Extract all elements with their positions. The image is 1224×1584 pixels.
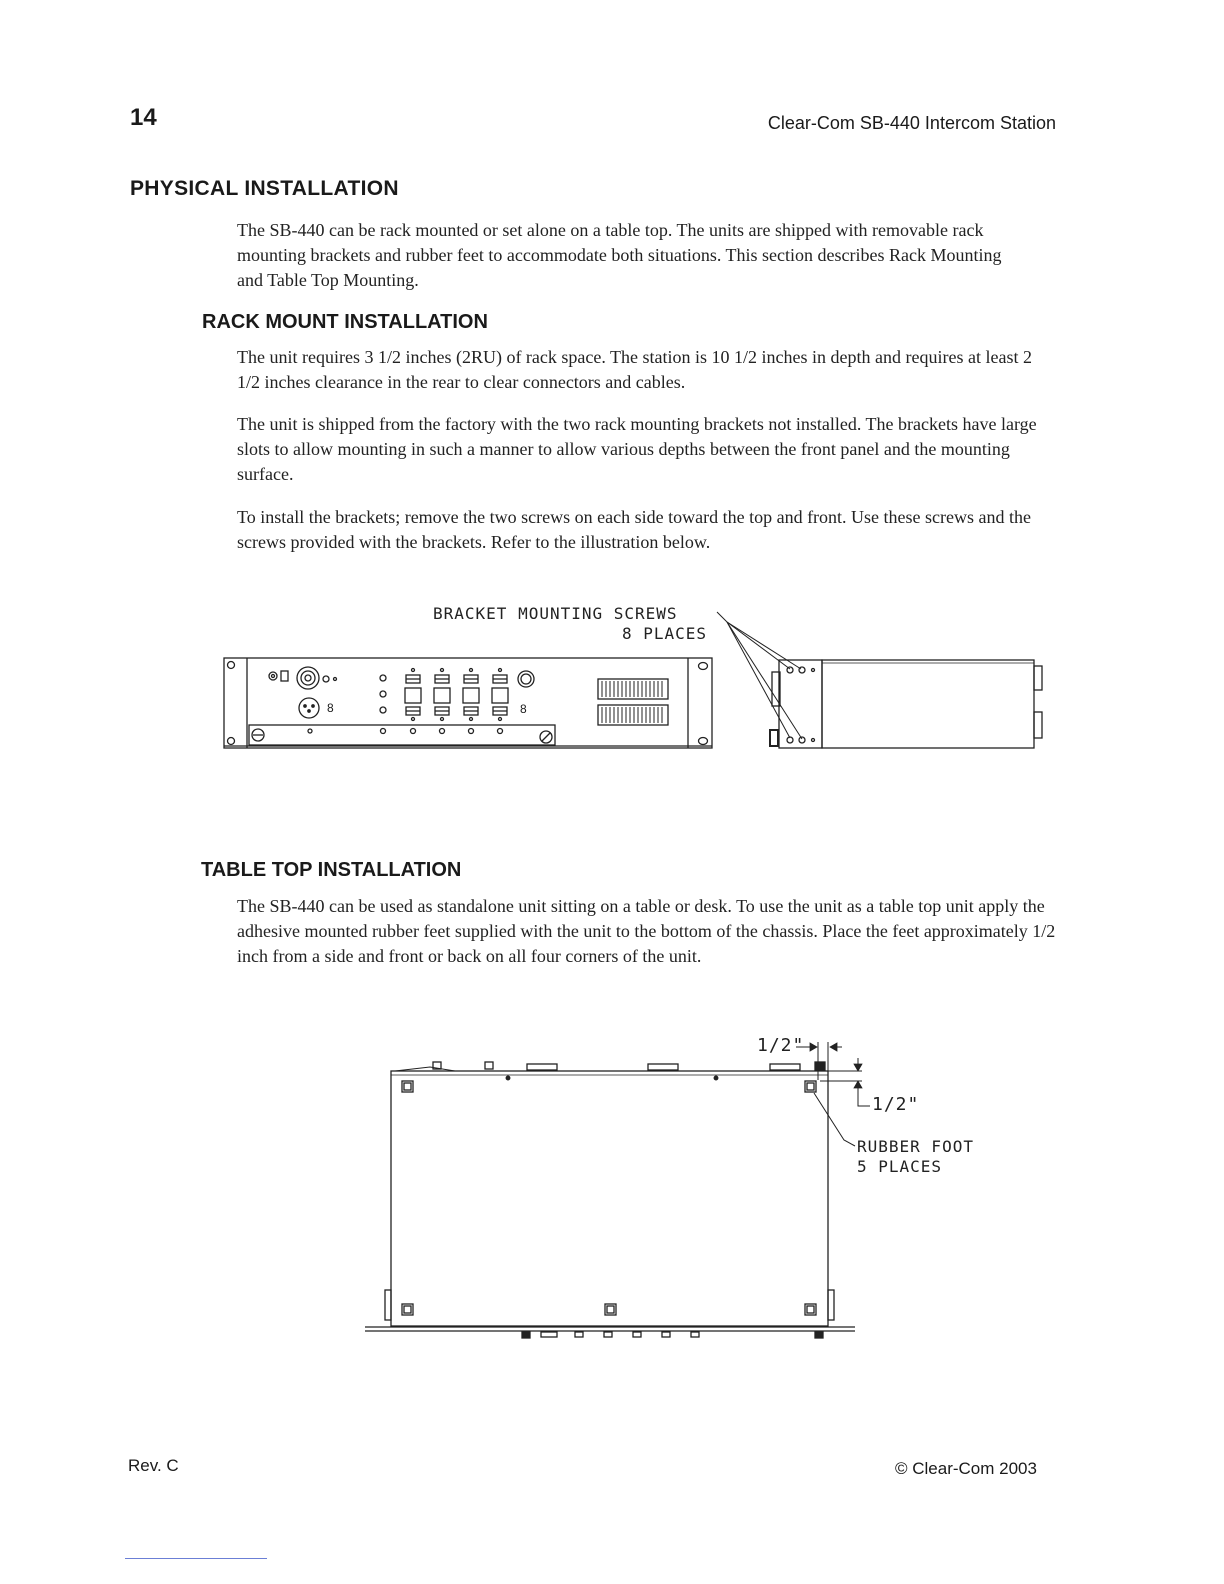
rack-ear-slot-icon (228, 738, 235, 745)
rubber-foot-icon (402, 1081, 413, 1092)
volume-knob-icon (518, 671, 534, 687)
rubber-foot-icon (402, 1304, 413, 1315)
bracket-screws-callout-line2: 8 PLACES (622, 624, 708, 643)
section-title-physical-installation: PHYSICAL INSTALLATION (130, 177, 399, 200)
bracket-screws-callout-line1: BRACKET MOUNTING SCREWS (433, 604, 678, 623)
led-indicator-icon (269, 672, 277, 680)
rack-ear-slot-icon (228, 662, 235, 669)
panel-screw-icon (540, 731, 552, 743)
footer-rule (125, 1558, 267, 1559)
section-title-rack-mount-installation: RACK MOUNT INSTALLATION (202, 311, 488, 333)
dimension-vertical-label: 1/2" (872, 1094, 920, 1115)
dimension-horizontal-label: 1/2" (757, 1035, 805, 1056)
rack-ear-slot-icon (699, 663, 708, 670)
side-bracket (779, 660, 822, 748)
rubber-foot-icon (805, 1081, 816, 1092)
page-number: 14 (130, 104, 157, 131)
rack-paragraph-3: To install the brackets; remove the two screws on each side toward the top and front. Use these screws and the screws provided with the brackets. Refer to the illustration below. (237, 507, 1031, 552)
rubber-foot-icon (605, 1304, 616, 1315)
chassis-bottom-outline (391, 1071, 828, 1326)
rack-paragraph-2: The unit is shipped from the factory with the two rack mounting brackets not installed. The brackets have large slots to allow mounting in such a manner to allow various depths between the front panel and the mounting surface. (237, 414, 1037, 484)
speaker-grille (598, 679, 668, 725)
copyright-notice: © Clear-Com 2003 (895, 1459, 1037, 1478)
side-view-chassis (822, 660, 1034, 748)
physical-installation-paragraph: The SB-440 can be rack mounted or set alone on a table top. The units are shipped with removable rack mounting brackets and rubber feet to accommodate both situations. This section describes Rack Mounting and Table Top Mounting. (237, 220, 1002, 290)
section-title-table-top-installation: TABLE TOP INSTALLATION (201, 859, 462, 881)
rubber-foot-icon (805, 1304, 816, 1315)
revision-label: Rev. C (128, 1456, 179, 1475)
channel-keys (405, 669, 508, 721)
rack-paragraph-1: The unit requires 3 1/2 inches (2RU) of rack space. The station is 10 1/2 inches in depth and requires at least 2 1/2 inches clearance in the rear to clear connectors and cables. (237, 347, 1032, 392)
rubber-foot-callout-line1: RUBBER FOOT (857, 1137, 974, 1156)
rack-ear-slot-icon (699, 738, 708, 745)
front-panel-outline (224, 658, 712, 748)
running-title: Clear-Com SB-440 Intercom Station (767, 113, 1056, 133)
rubber-foot-callout-line2: 5 PLACES (857, 1157, 943, 1176)
table-top-paragraph: The SB-440 can be used as standalone unit sitting on a table or desk. To use the unit as a table top unit apply the adhesive mounted rubber feet supplied with the unit to the bottom of the chassis. Place the feet approximately 1/2 inch from a side and front or back on all four corners of the unit. (237, 896, 1056, 966)
mounting-screw-icon (787, 737, 793, 743)
mounting-screw-icon (787, 667, 793, 673)
front-knob-label-1: 8 (327, 701, 334, 715)
mic-connector-icon (299, 698, 319, 718)
panel-screw-icon (252, 729, 264, 741)
headset-connector-icon (297, 667, 319, 689)
front-knob-label-2: 8 (520, 702, 527, 716)
